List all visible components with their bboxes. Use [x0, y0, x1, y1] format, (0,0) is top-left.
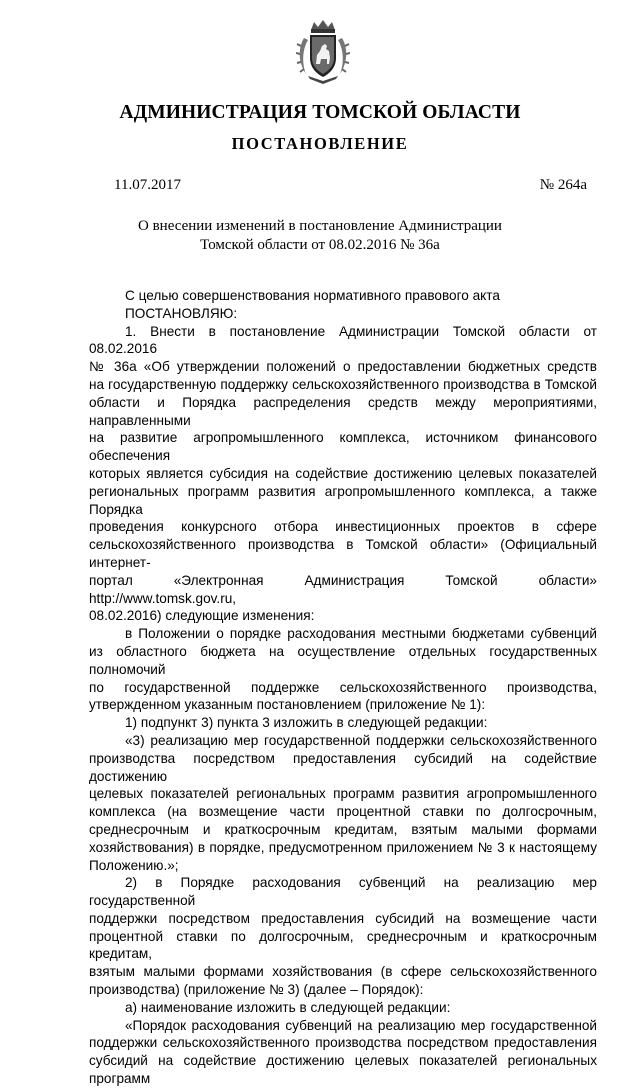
subject-line: О внесении изменений в постановление Администрации: [138, 218, 502, 234]
tomsk-oblast-coat-of-arms-icon: [296, 18, 350, 84]
body-line: комплекса (на возмещение части процентной ставки по долгосрочным,: [89, 804, 597, 820]
body-line: целевых показателей региональных программ развития агропромышленного: [89, 786, 597, 802]
body-line: из областного бюджета на осуществление отдельных государственных полномочий: [89, 643, 597, 677]
body-line: сельскохозяйственного производства в Томской области» (Официальный интернет-: [89, 537, 597, 570]
body-line: по государственной поддержке сельскохозяйственного производства,: [89, 679, 597, 695]
body-line: процентной ставки по долгосрочным, среднесрочным и краткосрочным кредитам,: [89, 928, 597, 962]
body-line: 2) в Порядке расходования субвенций на реализацию мер государственной: [89, 875, 597, 909]
body-line: утвержденном указанным постановлением (приложение № 1):: [89, 697, 486, 713]
subject-line: Томской области от 08.02.2016 № 36а: [200, 237, 440, 253]
organization-title: АДМИНИСТРАЦИЯ ТОМСКОЙ ОБЛАСТИ: [119, 102, 521, 123]
body-line: С целью совершенствования нормативного правового акта: [125, 288, 500, 303]
body-line: портал «Электронная Администрация Томской области» http://www.tomsk.gov.ru,: [89, 572, 597, 606]
body-line: поддержки посредством предоставления субсидий на возмещение части: [89, 910, 597, 926]
body-line: производства) (приложение № 3) (далее – Порядок):: [89, 982, 424, 998]
body-line: «Порядок расходования субвенций на реализацию мер государственной: [125, 1017, 597, 1033]
body-line: региональных программ развития агропромышленного комплекса, а также Порядка: [89, 483, 597, 517]
document-type-title: ПОСТАНОВЛЕНИЕ: [231, 134, 409, 153]
body-line: области и Порядка распределения средств между мероприятиями, направленными: [89, 394, 597, 428]
body-line: 1) подпункт 3) пункта 3 изложить в следующей редакции:: [125, 715, 488, 731]
document-subject: [0, 217, 640, 255]
body-line: 1. Внести в постановление Администрации Томской области от 08.02.2016: [89, 323, 597, 357]
body-line: а) наименование изложить в следующей редакции:: [125, 999, 451, 1015]
body-line: производства посредством предоставления субсидий на содействие достижению: [89, 750, 597, 784]
body-line: Положению.»;: [89, 857, 179, 873]
body-line: взятым малыми формами хозяйствования (в сфере сельскохозяйственного: [89, 964, 597, 980]
body-line: поддержки сельскохозяйственного производства посредством предоставления: [89, 1035, 597, 1051]
document-body: [89, 287, 597, 1088]
body-line: № 36а «Об утверждении положений о предоставлении бюджетных средств: [89, 359, 597, 375]
document-number: № 264а: [539, 177, 587, 193]
body-line: которых является субсидия на содействие достижению целевых показателей: [89, 465, 597, 481]
body-line: в Положении о порядке расходования местными бюджетами субвенций: [125, 626, 597, 642]
body-line: 08.02.2016) следующие изменения:: [89, 608, 315, 624]
document-date: 11.07.2017: [114, 177, 181, 193]
body-line: хозяйствования) в порядке, предусмотренном приложением № 3 к настоящему: [89, 839, 597, 855]
body-line: ПОСТАНОВЛЯЮ:: [125, 305, 238, 321]
body-line: «3) реализацию мер государственной поддержки сельскохозяйственного: [125, 732, 597, 748]
body-line: среднесрочным и краткосрочным кредитам, взятым малыми формами: [89, 821, 597, 837]
body-line: на развитие агропромышленного комплекса, источником финансового обеспечения: [89, 430, 597, 464]
body-line: проведения конкурсного отбора инвестиционных проектов в сфере: [89, 519, 597, 535]
body-line: на государственную поддержку сельскохозяйственного производства в Томской: [89, 376, 597, 392]
body-line: субсидий на содействие достижению целевых показателей региональных программ: [89, 1053, 597, 1087]
